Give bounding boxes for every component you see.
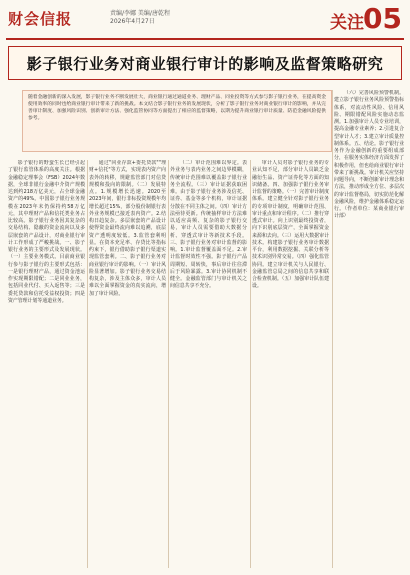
column-divider bbox=[332, 90, 333, 568]
article-title: 影子银行业务对商业银行审计的影响及监督策略研究 bbox=[26, 54, 384, 73]
editor-line: 责编/李娜 美编/唐乾程 bbox=[110, 10, 170, 17]
page-number: 05 bbox=[363, 2, 402, 35]
article-abstract: 随着金融创新的深入发展，影子银行业务不断发展壮大，商业银行通过通道业务、理财产品、同业投资等方式参与影子银行业务，在提高资金使用效率的同时也给商业银行审计带来了新的挑战。本文结合影子银行业务的发展现状，分析了影子银行业务对商业银行审计的影响，并从完善审计制度、加强风险识别、创新审计方法、强化监管协同等方面提出了相应的监督策略，以期为提升商业银行审计质量、防范金融风险提供参考。 bbox=[22, 90, 332, 152]
body-column-3: （二）审计范围难以界定。表外业务与表内业务之间边界模糊，传统审计范围难以覆盖影子银行业务全流程。（三）审计证据获取困难。由于影子银行业务涉及信托、证券、基金等多个机构，审计证据分散在不同主体之间。（四）审计方法亟待更新。传统抽样审计方法难以适应高频、复杂的影子银行交易，审计人员需要借助大数据分析、穿透式审计等新技术手段。三、影子银行业务对审计监督的影响。1.审计监督覆盖面不足。2.审计监督时效性不强。影子银行产品周期短、周转快，事后审计往往滞后于风险暴露。3.审计协同机制不健全。金融监管部门与审计机关之间信息共享不充分。 bbox=[170, 160, 247, 290]
newspaper-logo: 财会信报 bbox=[8, 10, 73, 28]
header-rule bbox=[6, 38, 404, 40]
column-divider bbox=[168, 160, 169, 568]
page-header bbox=[0, 0, 410, 42]
body-column-4: 审计人员对影子银行业务的专业认知不足，部分审计人员缺乏金融衍生品、资产证券化等方面的知识储备。四、加强影子银行业务审计监督的策略。（一）完善审计制度体系。建立健全针对影子银行业务的专项审计制度，明确审计范围、审计重点和审计程序。（二）推行穿透式审计。向上识别最终投资者，向下识别底层资产，全面掌握资金来源和去向。（三）运用大数据审计技术。构建影子银行业务审计数据平台，利用数据挖掘、关联分析等技术识别异常交易。（四）强化监管协同。建立审计机关与人民银行、金融监管总局之间的信息共享和联合检查机制。（五）加强审计队伍建设。 bbox=[252, 160, 329, 290]
body-column-2: 通过"同业存款+委托贷款""理财+信托"等方式，实现表内资产向表外的转移，规避监管部门对信贷规模和投向的限制。（二）发展特点。1.规模增长迅速。2020至2023年间，银行非标投资规模年均增长超过15%，部分股份制银行表外业务规模已接近表内资产。2.结构日趋复杂。多层嵌套的产品设计使得资金最终流向难以追溯，底层资产透明度较低。3.监管套利明显。在资本充足率、存贷比等指标约束下，银行借助影子银行渠道实现监管套利。二、影子银行业务对商业银行审计的影响。（一）审计风险显著增加。影子银行业务交易结构复杂，涉及主体众多，审计人员难以全面掌握资金的真实流向，增加了审计风险。 bbox=[89, 160, 166, 297]
body-column-1: 影子银行的野蛮生长已经引起了银行监管体系的高度关注。根据金融稳定理事会（FSB）2024年数据，全球非银行金融中介资产规模达到约218万亿美元，占全球金融资产的49%。中国影子银行业务规模在2023年末仍保持约58万亿元，其中理财产品和信托类业务占比较高。影子银行业务因其复杂的交易结构、隐蔽的资金流向以及多层嵌套的产品设计，对商业银行审计工作形成了严峻挑战。一、影子银行业务的主要形式及发展现状。（一）主要业务模式。目前商业银行参与影子银行的主要形式包括：一是银行理财产品，通过资金池运作实现期限错配；二是同业业务，包括同业代付、买入返售等；三是委托贷款和信托受益权投资；四是资产管理计划等通道业务。 bbox=[8, 160, 85, 304]
body-column-5: （六）完善风险预警机制。建立影子银行业务风险预警指标体系，对流动性风险、信用风险、期限错配风险实施动态监测。1.加强审计人员专业培训，提高金融专业素养；2.引进复合型审计人才；3.建立审计质量控制体系。五、结论。影子银行业务作为金融创新的重要组成部分，在服务实体经济方面发挥了积极作用，但也给商业银行审计带来了新挑战。审计机关应坚持问题导向，不断创新审计理念和方法，推动形成全方位、多层次的审计监督格局，切实防范化解金融风险，维护金融体系稳定运行。（作者单位：某商业银行审计部） bbox=[334, 90, 404, 220]
column-divider bbox=[87, 160, 88, 568]
column-divider bbox=[250, 160, 251, 568]
edition-meta bbox=[110, 10, 170, 26]
section-label: 关注 bbox=[330, 13, 364, 33]
title-box bbox=[8, 46, 402, 80]
date-line: 2026年4月27日 bbox=[110, 18, 155, 25]
